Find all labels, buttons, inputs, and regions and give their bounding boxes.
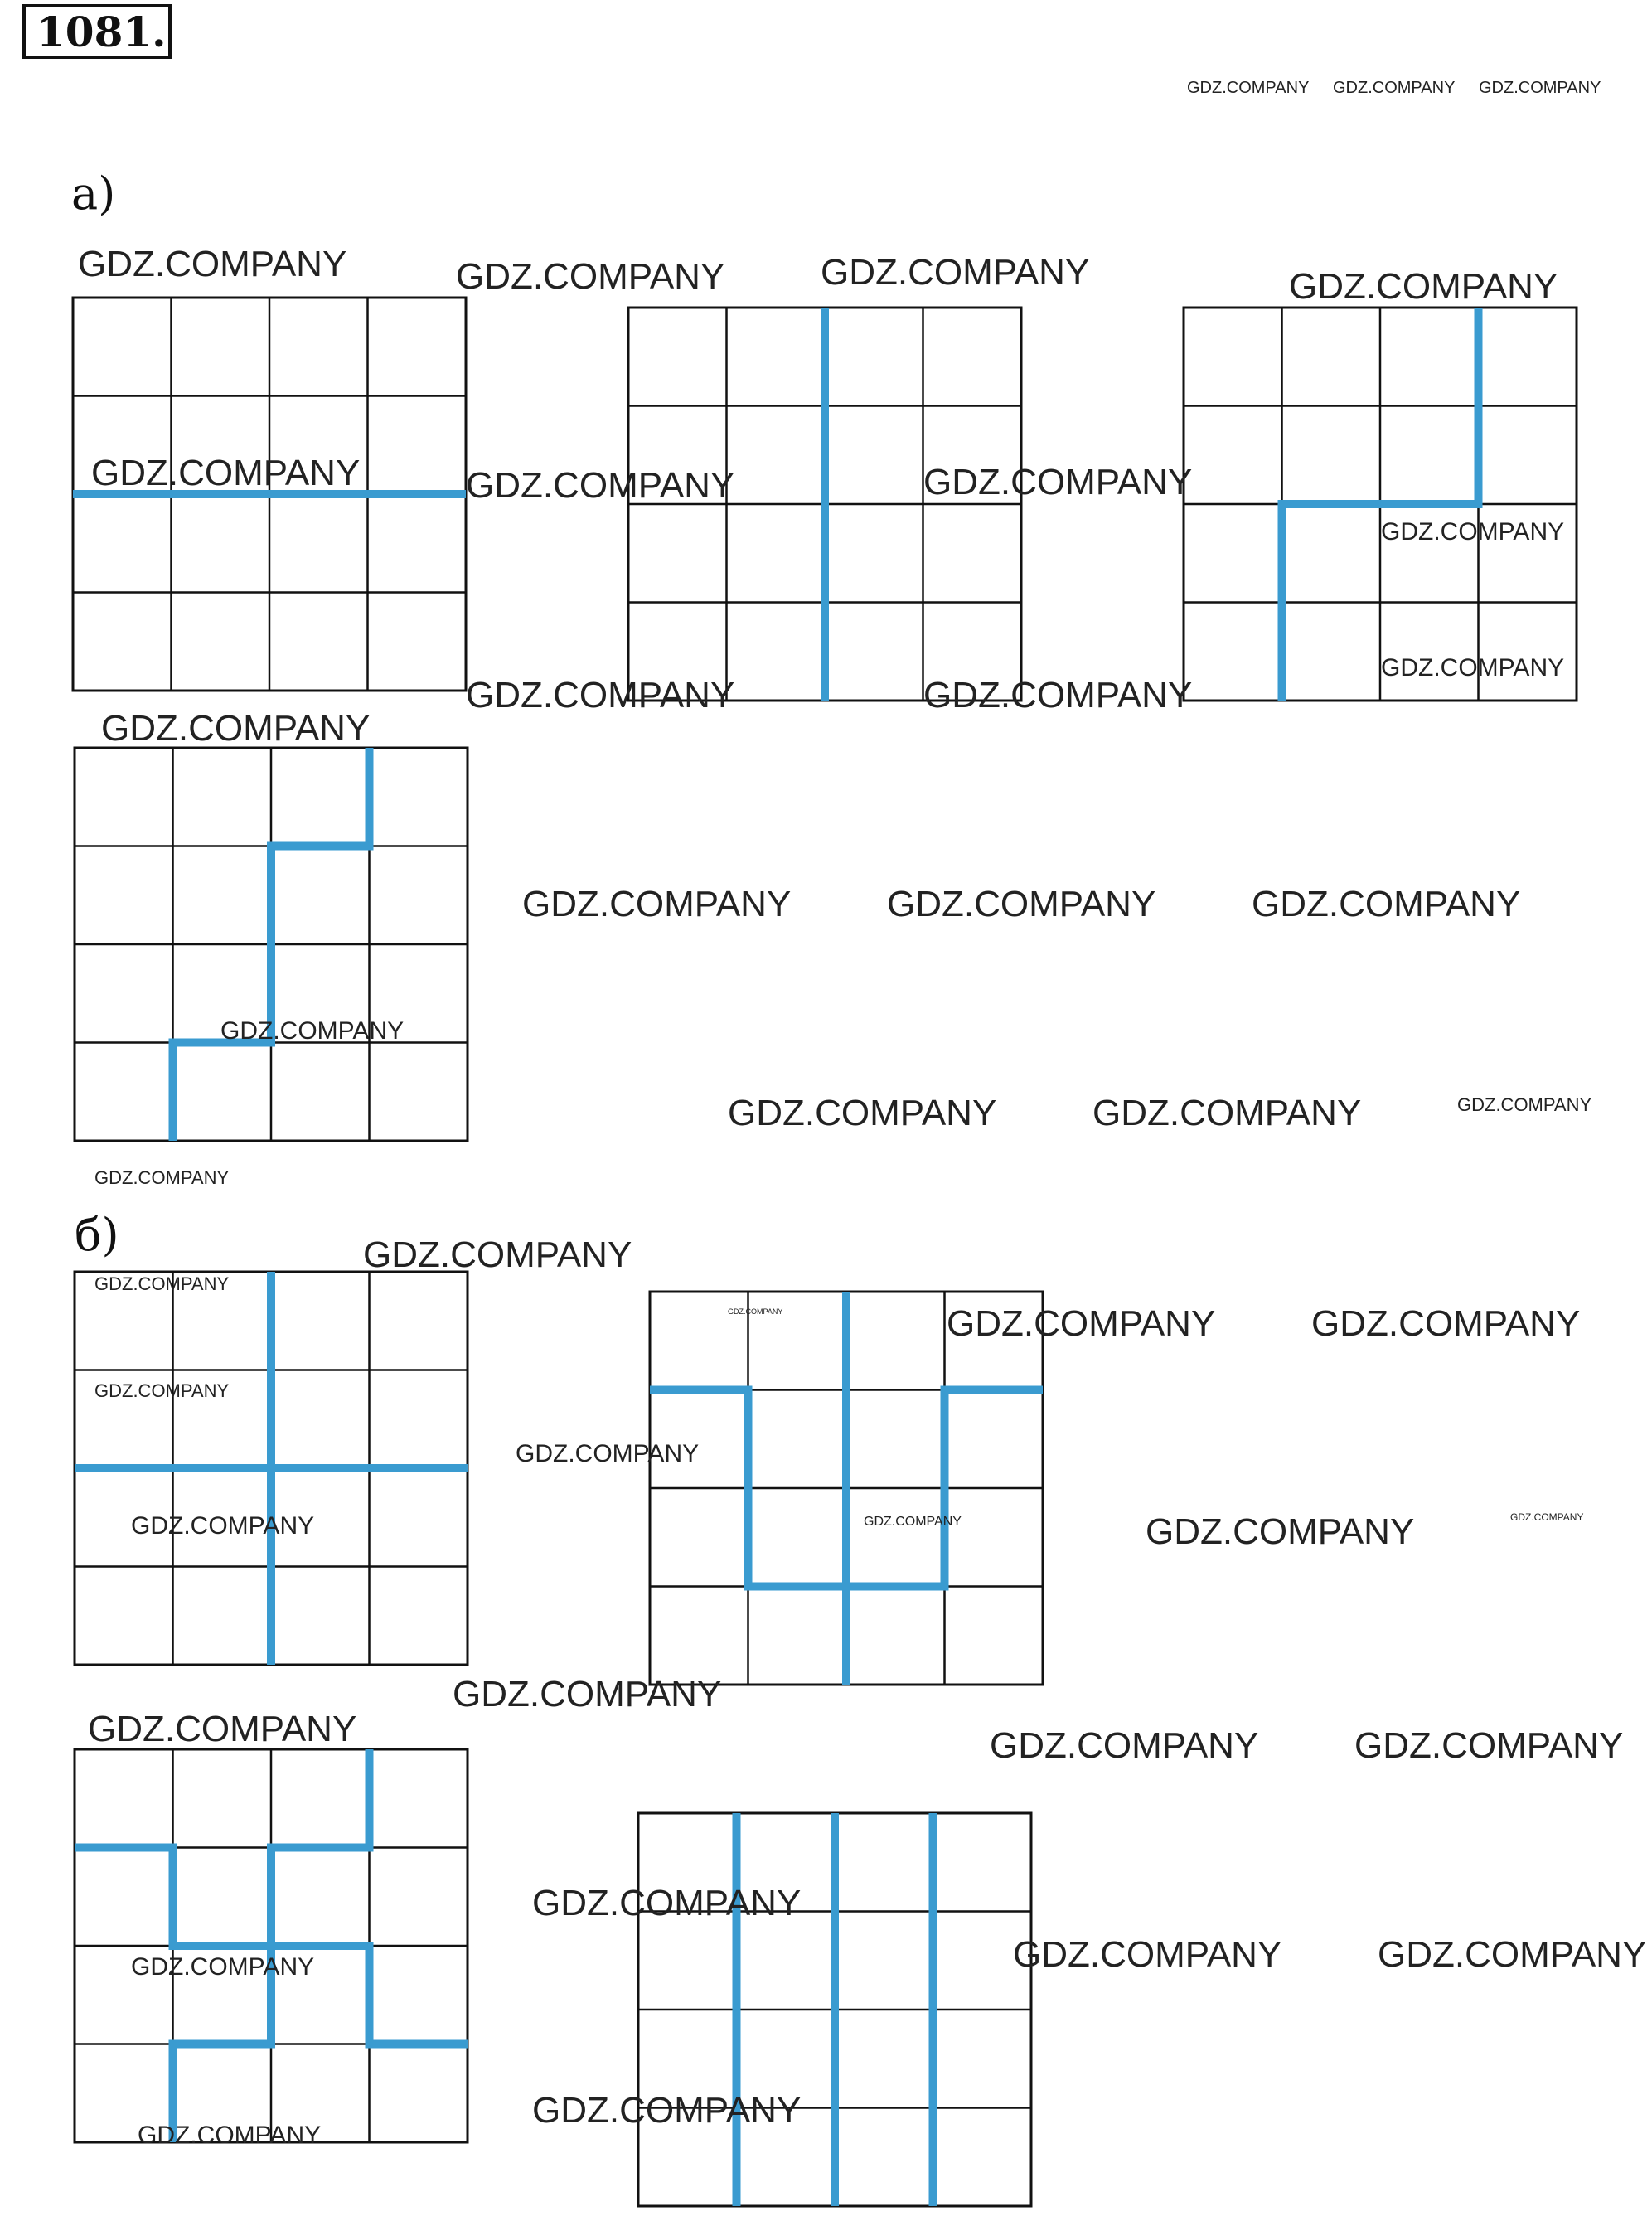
watermark: GDZ.COMPANY: [1092, 1093, 1362, 1133]
watermark: GDZ.COMPANY: [91, 453, 361, 493]
watermark: GDZ.COMPANY: [456, 256, 725, 297]
grid-b-3: [75, 1749, 468, 2142]
watermark: GDZ.COMPANY: [1381, 518, 1565, 546]
watermark: GDZ.COMPANY: [1354, 1725, 1624, 1766]
watermark: GDZ.COMPANY: [728, 1093, 997, 1133]
watermark: GDZ.COMPANY: [131, 1512, 315, 1540]
part-b-label: б): [75, 1209, 119, 1261]
watermark: GDZ.COMPANY: [1457, 1094, 1592, 1115]
watermark: GDZ.COMPANY: [138, 2122, 322, 2149]
watermark: GDZ.COMPANY: [1378, 1934, 1647, 1975]
watermark: GDZ.COMPANY: [466, 675, 735, 715]
watermark: GDZ.COMPANY: [923, 675, 1193, 715]
watermark: GDZ.COMPANY: [1187, 79, 1310, 97]
watermark: GDZ.COMPANY: [1479, 79, 1601, 97]
watermark: GDZ.COMPANY: [94, 1273, 230, 1294]
watermark: GDZ.COMPANY: [516, 1440, 700, 1467]
watermark: GDZ.COMPANY: [363, 1234, 632, 1275]
grid-a-3: [1184, 308, 1577, 701]
watermark: GDZ.COMPANY: [88, 1709, 357, 1749]
watermark: GDZ.COMPANY: [887, 884, 1156, 924]
watermark: GDZ.COMPANY: [1311, 1303, 1581, 1344]
watermark: GDZ.COMPANY: [864, 1515, 962, 1529]
watermark: GDZ.COMPANY: [728, 1307, 783, 1316]
watermark: GDZ.COMPANY: [947, 1303, 1216, 1344]
watermark: GDZ.COMPANY: [1510, 1511, 1584, 1523]
watermark: GDZ.COMPANY: [532, 1883, 802, 1923]
watermark: GDZ.COMPANY: [990, 1725, 1259, 1766]
grid-b-1: [75, 1272, 468, 1665]
watermark: GDZ.COMPANY: [101, 708, 371, 749]
watermark: GDZ.COMPANY: [1252, 884, 1521, 924]
watermark: GDZ.COMPANY: [78, 244, 347, 284]
grid-b-4: [638, 1813, 1031, 2206]
watermark: GDZ.COMPANY: [466, 465, 735, 506]
watermark: GDZ.COMPANY: [821, 252, 1090, 293]
watermark: GDZ.COMPANY: [532, 2090, 802, 2131]
watermark: GDZ.COMPANY: [923, 462, 1193, 502]
grid-a-1: [73, 298, 466, 691]
watermark: GDZ.COMPANY: [1289, 266, 1558, 307]
watermark: GDZ.COMPANY: [1013, 1934, 1282, 1975]
problem-number: 1081.: [36, 7, 167, 56]
watermark: GDZ.COMPANY: [453, 1674, 722, 1714]
grid-a-4: [75, 748, 468, 1141]
watermark: GDZ.COMPANY: [522, 884, 792, 924]
watermark: GDZ.COMPANY: [94, 1167, 230, 1188]
watermark: GDZ.COMPANY: [94, 1380, 230, 1401]
watermark: GDZ.COMPANY: [1333, 79, 1456, 97]
watermark: GDZ.COMPANY: [1146, 1511, 1415, 1552]
watermark: GDZ.COMPANY: [1381, 654, 1565, 681]
watermark: GDZ.COMPANY: [220, 1017, 405, 1045]
part-a-label: а): [71, 167, 116, 220]
grid-b-2: [650, 1292, 1043, 1685]
watermark: GDZ.COMPANY: [131, 1953, 315, 1981]
watermarks: [78, 79, 1646, 2149]
